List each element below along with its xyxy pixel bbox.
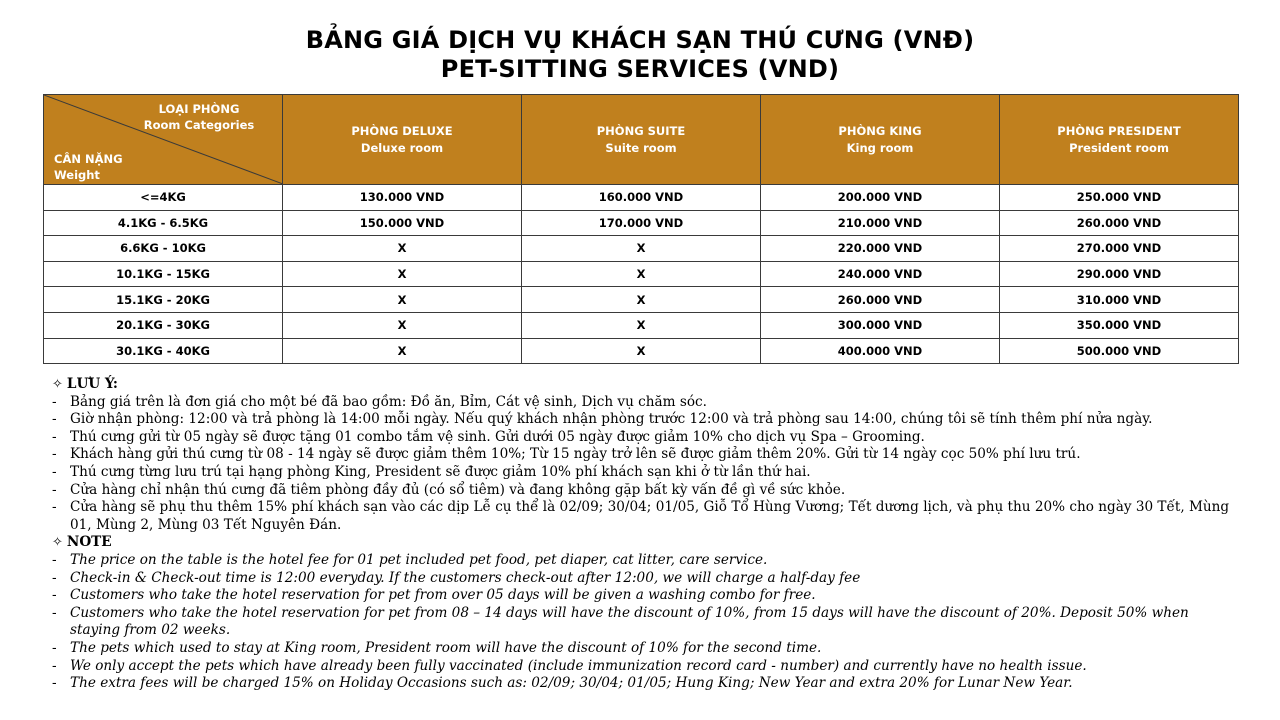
weight-cell: 15.1KG - 20KG (44, 287, 283, 313)
column-header-president: PHÒNG PRESIDENT President room (1000, 95, 1239, 185)
price-cell: 270.000 VND (1000, 236, 1239, 262)
price-cell: 260.000 VND (1000, 210, 1239, 236)
room-category-label: LOẠI PHÒNG Room Categories (143, 102, 255, 132)
column-header-king: PHÒNG KING King room (761, 95, 1000, 185)
table-header-row (44, 95, 1239, 185)
price-cell: X (283, 236, 522, 262)
weight-cell: 10.1KG - 15KG (44, 261, 283, 287)
weight-cell: 4.1KG - 6.5KG (44, 210, 283, 236)
list-item: - The extra fees will be charged 15% on Holiday Occasions such as: 02/09; 30/04; 01/05; Hung King; New Year and extra 20% for Lunar New Year. (52, 675, 1073, 692)
price-cell: 290.000 VND (1000, 261, 1239, 287)
list-item: - Thú cưng gửi từ 05 ngày sẽ được tặng 01 combo tắm vệ sinh. Gửi dưới 05 ngày được giảm 10% cho dịch vụ Spa – Grooming. (52, 428, 925, 445)
weight-cell: 20.1KG - 30KG (44, 312, 283, 338)
list-item: - Customers who take the hotel reservation for pet from over 05 days will be given a washing combo for free. (52, 587, 816, 604)
weight-cell: 30.1KG - 40KG (44, 338, 283, 364)
list-item: - Cửa hàng chỉ nhận thú cưng đã tiêm phòng đầy đủ (có sổ tiêm) và đang không gặp bất kỳ vấn đề gì về sức khỏe. (52, 481, 846, 498)
price-cell: X (283, 312, 522, 338)
title-en: PET-SITTING SERVICES (VND) (440, 55, 840, 83)
notes-section (52, 376, 1232, 693)
weight-cell: 6.6KG - 10KG (44, 236, 283, 262)
table-row (44, 236, 1239, 262)
list-item: - Khách hàng gửi thú cưng từ 08 - 14 ngày sẽ được giảm thêm 10%; Từ 15 ngày trở lên sẽ được giảm thêm 20%. Gửi từ 14 ngày cọc 50% phí lưu trú. (52, 446, 1081, 463)
notes-en-heading: ✧ NOTE (52, 534, 112, 551)
table-row (44, 185, 1239, 211)
price-cell: X (522, 236, 761, 262)
price-cell: 160.000 VND (522, 185, 761, 211)
table-row (44, 312, 1239, 338)
price-cell: X (522, 261, 761, 287)
price-cell: 150.000 VND (283, 210, 522, 236)
price-cell: 130.000 VND (283, 185, 522, 211)
page-title (0, 26, 1280, 84)
list-item: - Thú cưng từng lưu trú tại hạng phòng King, President sẽ được giảm 10% phí khách sạn khi ở từ lần thứ hai. (52, 463, 811, 480)
price-cell: X (283, 338, 522, 364)
price-cell: 500.000 VND (1000, 338, 1239, 364)
table-row (44, 210, 1239, 236)
table-row (44, 338, 1239, 364)
price-cell: X (522, 312, 761, 338)
price-cell: 310.000 VND (1000, 287, 1239, 313)
price-cell: 300.000 VND (761, 312, 1000, 338)
list-item: - The pets which used to stay at King room, President room will have the discount of 10% for the second time. (52, 639, 822, 656)
weight-label: CÂN NẶNG Weight (54, 152, 123, 182)
list-item: - Giờ nhận phòng: 12:00 và trả phòng là 14:00 mỗi ngày. Nếu quý khách nhận phòng trước 12:00 và trả phòng sau 14:00, chúng tôi sẽ tính thêm phí nửa ngày. (52, 411, 1153, 428)
column-header-deluxe: PHÒNG DELUXE Deluxe room (283, 95, 522, 185)
weight-cell: <=4KG (44, 185, 283, 211)
list-item: - Check-in & Check-out time is 12:00 everyday. If the customers check-out after 12:00, we will charge a half-day fee (52, 569, 861, 586)
price-cell: 400.000 VND (761, 338, 1000, 364)
price-cell: X (283, 261, 522, 287)
list-item: - We only accept the pets which have already been fully vaccinated (include immunization record card - number) and currently have no health issue. (52, 657, 1087, 674)
list-item: - Customers who take the hotel reservation for pet from 08 – 14 days will have the discount of 10%, from 15 days will have the discount of 20%. Deposit 50% when staying from 02 weeks. (52, 604, 1189, 639)
diamond-bullet-icon: ✧ (52, 377, 63, 392)
list-item: - The price on the table is the hotel fee for 01 pet included pet food, pet diaper, cat litter, care service. (52, 551, 768, 568)
price-cell: 240.000 VND (761, 261, 1000, 287)
list-item: - Cửa hàng sẽ phụ thu thêm 15% phí khách sạn vào các dịp Lễ cụ thể là 02/09; 30/04; 01/05, Giỗ Tổ Hùng Vương; Tết dương lịch, và phụ thu 20% cho ngày 30 Tết, Mùng 01, Mùng 2, Mùng 03 Tết Nguyên Đán. (52, 499, 1230, 533)
column-header-suite: PHÒNG SUITE Suite room (522, 95, 761, 185)
price-cell: 220.000 VND (761, 236, 1000, 262)
price-cell: X (283, 287, 522, 313)
price-cell: 210.000 VND (761, 210, 1000, 236)
price-cell: 260.000 VND (761, 287, 1000, 313)
diamond-bullet-icon: ✧ (52, 535, 63, 551)
price-cell: 200.000 VND (761, 185, 1000, 211)
price-cell: 170.000 VND (522, 210, 761, 236)
list-item: - Bảng giá trên là đơn giá cho một bé đã bao gồm: Đồ ăn, Bỉm, Cát vệ sinh, Dịch vụ chăm sóc. (52, 393, 707, 410)
price-cell: 250.000 VND (1000, 185, 1239, 211)
price-cell: 350.000 VND (1000, 312, 1239, 338)
price-cell: X (522, 338, 761, 364)
notes-vi-heading: ✧ LƯU Ý: (52, 376, 118, 392)
table-row (44, 287, 1239, 313)
corner-header-cell (44, 95, 283, 185)
table-row (44, 261, 1239, 287)
price-table (43, 94, 1239, 364)
price-cell: X (522, 287, 761, 313)
title-vi: BẢNG GIÁ DỊCH VỤ KHÁCH SẠN THÚ CƯNG (VNĐ) (305, 26, 975, 54)
